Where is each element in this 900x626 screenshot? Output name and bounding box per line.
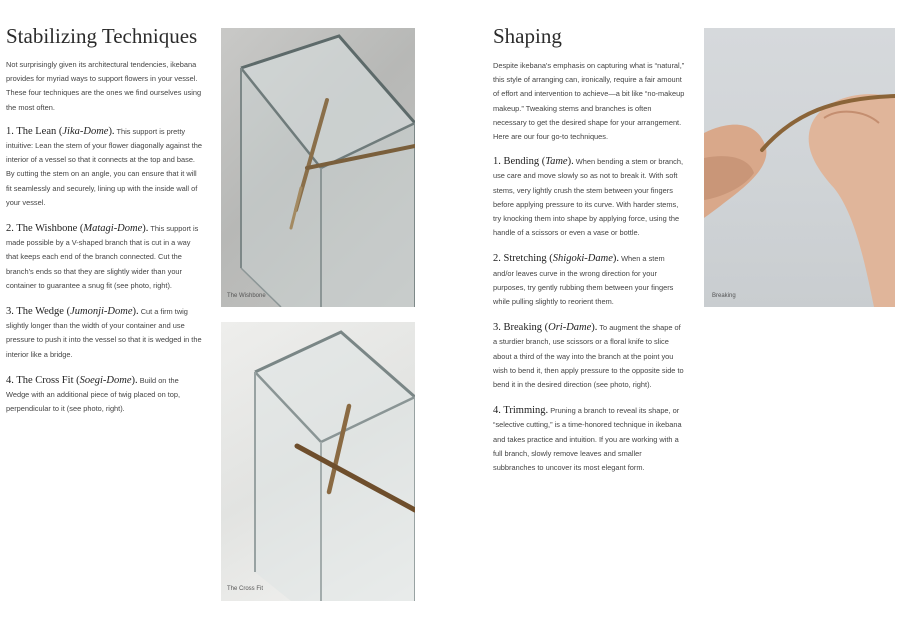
item-heading: 2. The Wishbone (Matagi-Dome).: [6, 223, 149, 235]
shaping-item-2: 2. Stretching (Shigoki-Dame). When a stem and/or leaves curve in the wrong direction for your purposes, try gently rubbing them between your fingers while pulling slightly to reorient them.: [493, 253, 674, 307]
stabilizing-item-2: 2. The Wishbone (Matagi-Dome). This support is made possible by a V-shaped branch that is cut in a way that keeps each end of the branch connected. Cut the branch's ends so that they are slightly wider than your container to guarantee a snug fit (see photo, right).: [6, 223, 199, 290]
stabilizing-item-3: 3. The Wedge (Jumonji-Dome). Cut a firm twig slightly longer than the width of your container and use pressure to push it into the vessel so that it is wedged in the interior like a bridge.: [6, 306, 202, 359]
shaping-intro: Despite ikebana's emphasis on capturing what is “natural,” this style of arranging can, ironically, require a fair amount of effort and intervention to achieve—a bit like “no-makeup makeup.” Tweaking stems and branches is often necessary to get the desired shape for your arrangement. Here are our four go-to techniques.: [493, 61, 685, 142]
left-text-column: [6, 24, 204, 416]
caption-breaking: Breaking: [712, 293, 736, 299]
glass-vase-illustration: [221, 322, 415, 601]
photo-breaking: [704, 28, 895, 307]
photo-crossfit: [221, 322, 415, 601]
page-title-stabilizing: Stabilizing Techniques: [6, 24, 198, 48]
item-heading: 4. Trimming.: [493, 405, 549, 417]
caption-wishbone: The Wishbone: [227, 293, 266, 299]
item-heading: 3. Breaking (Ori-Dame).: [493, 322, 598, 334]
item-heading: 3. The Wedge (Jumonji-Dome).: [6, 306, 139, 318]
item-heading: 4. The Cross Fit (Soegi-Dome).: [6, 374, 138, 386]
item-heading: 2. Stretching (Shigoki-Dame).: [493, 253, 619, 265]
caption-crossfit: The Cross Fit: [227, 586, 264, 592]
item-heading: 1. Bending (Tame).: [493, 156, 574, 168]
stabilizing-item-1: 1. The Lean (Jika-Dome). This support is pretty intuitive: Lean the stem of your flower diagonally against the interior of a vessel so that it connects at the top and base. By cutting the stem on an angle, you can ensure that it will fit seamlessly and securely, lining up with the inside wall of your vessel.: [6, 125, 202, 207]
page-title-shaping: Shaping: [493, 24, 562, 48]
item-heading: 1. The Lean (Jika-Dome).: [6, 125, 115, 137]
shaping-item-4: 4. Trimming. Pruning a branch to reveal its shape, or “selective cutting,” is a time-honored technique in ikebana and takes practice and intuition. If you are working with a full branch, slowly remove leaves and smaller subbranches to uncover its most elegant form.: [493, 405, 682, 473]
stabilizing-item-4: 4. The Cross Fit (Soegi-Dome). Build on the Wedge with an additional piece of twig placed on top, perpendicular to it (see photo, right).: [6, 374, 181, 414]
shaping-item-3: 3. Breaking (Ori-Dame). To augment the shape of a sturdier branch, use scissors or a floral knife to slice about a third of the way into the branch at the point you wish to bend it, then apply pressure to the opposite side to bend it in the desired direction (see photo, right).: [493, 322, 684, 390]
right-text-column: [493, 24, 685, 475]
glass-vase-illustration: [221, 28, 415, 307]
hands-illustration: [704, 28, 895, 307]
shaping-item-1: 1. Bending (Tame). When bending a stem or branch, use care and move slowly so as not to break it. With soft stems, very lightly crush the stem between your fingers before applying pressure to its curve. With harder stems, try knocking them into shape by applying force, using the handle of a scissors or even a vase or bottle.: [493, 156, 684, 238]
stabilizing-intro: Not surprisingly given its architectural tendencies, ikebana provides for myriad ways to support flowers in your vessel. These four techniques are the ones we find ourselves using the most often.: [6, 60, 202, 112]
photo-wishbone: [221, 28, 415, 307]
